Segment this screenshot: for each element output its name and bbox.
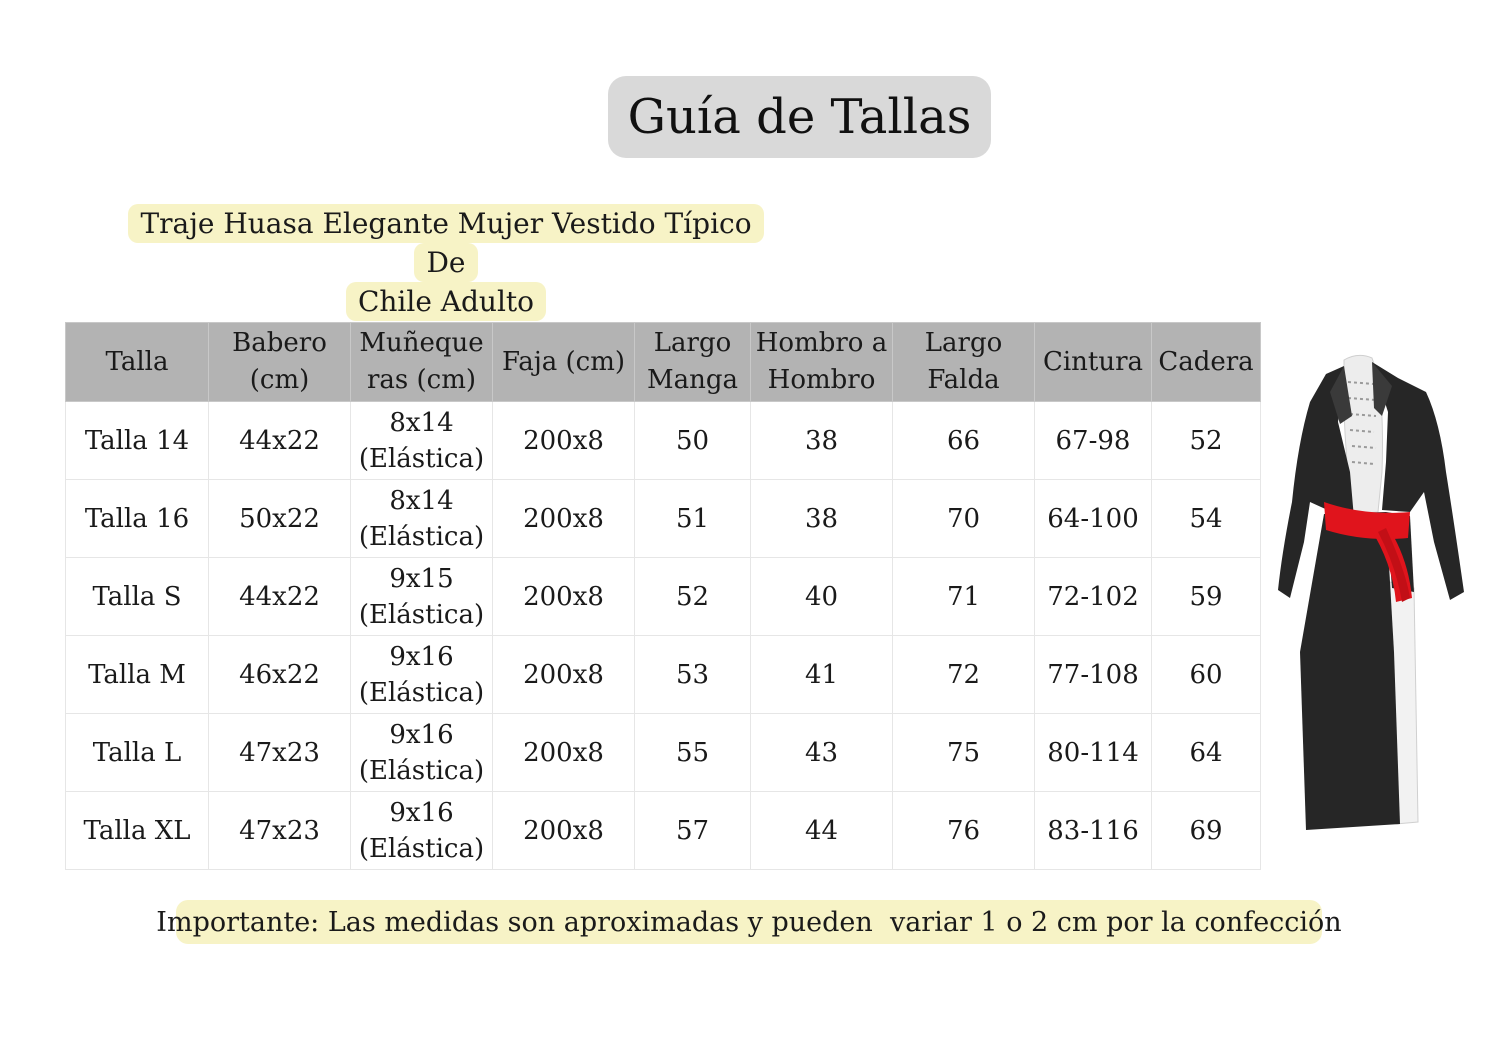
header-largo-manga: Largo Manga xyxy=(635,323,751,402)
cell-hombro: 43 xyxy=(751,714,893,792)
cell-munequeras: 9x15 (Elástica) xyxy=(351,558,493,636)
cell-cintura: 80-114 xyxy=(1035,714,1152,792)
product-subtitle xyxy=(112,204,780,321)
subtitle-line-1: Traje Huasa Elegante Mujer Vestido Típico De xyxy=(128,204,763,282)
cell-talla: Talla S xyxy=(66,558,209,636)
cell-babero: 44x22 xyxy=(209,558,351,636)
cell-babero: 44x22 xyxy=(209,402,351,480)
cell-babero: 47x23 xyxy=(209,714,351,792)
header-munequeras: Muñeque ras (cm) xyxy=(351,323,493,402)
header-cintura: Cintura xyxy=(1035,323,1152,402)
cell-largo-manga: 51 xyxy=(635,480,751,558)
cell-largo-falda: 75 xyxy=(893,714,1035,792)
cell-cadera: 64 xyxy=(1152,714,1261,792)
cell-faja: 200x8 xyxy=(493,714,635,792)
cell-hombro: 40 xyxy=(751,558,893,636)
page-title: Guía de Tallas xyxy=(608,76,991,158)
cell-hombro: 44 xyxy=(751,792,893,870)
table-row xyxy=(66,402,1261,480)
cell-munequeras: 8x14 (Elástica) xyxy=(351,402,493,480)
cell-faja: 200x8 xyxy=(493,558,635,636)
header-largo-falda: Largo Falda xyxy=(893,323,1035,402)
size-table xyxy=(65,322,1261,870)
cell-faja: 200x8 xyxy=(493,792,635,870)
table-row xyxy=(66,558,1261,636)
table-row xyxy=(66,792,1261,870)
cell-largo-falda: 71 xyxy=(893,558,1035,636)
cell-faja: 200x8 xyxy=(493,402,635,480)
important-note: Importante: Las medidas son aproximadas y pueden variar 1 o 2 cm por la confección xyxy=(176,900,1322,944)
cell-babero: 47x23 xyxy=(209,792,351,870)
header-hombro: Hombro a Hombro xyxy=(751,323,893,402)
header-row xyxy=(66,323,1261,402)
cell-largo-falda: 66 xyxy=(893,402,1035,480)
cell-cadera: 54 xyxy=(1152,480,1261,558)
cell-cintura: 67-98 xyxy=(1035,402,1152,480)
cell-cadera: 52 xyxy=(1152,402,1261,480)
garment-photo xyxy=(1274,352,1470,834)
header-babero: Babero (cm) xyxy=(209,323,351,402)
cell-talla: Talla XL xyxy=(66,792,209,870)
cell-hombro: 41 xyxy=(751,636,893,714)
cell-largo-manga: 55 xyxy=(635,714,751,792)
cell-munequeras: 8x14 (Elástica) xyxy=(351,480,493,558)
cell-talla: Talla L xyxy=(66,714,209,792)
cell-talla: Talla 14 xyxy=(66,402,209,480)
cell-babero: 50x22 xyxy=(209,480,351,558)
cell-babero: 46x22 xyxy=(209,636,351,714)
header-cadera: Cadera xyxy=(1152,323,1261,402)
cell-faja: 200x8 xyxy=(493,636,635,714)
table-row xyxy=(66,714,1261,792)
cell-largo-manga: 52 xyxy=(635,558,751,636)
cell-largo-manga: 57 xyxy=(635,792,751,870)
cell-cintura: 83-116 xyxy=(1035,792,1152,870)
header-faja: Faja (cm) xyxy=(493,323,635,402)
table-row xyxy=(66,636,1261,714)
header-talla: Talla xyxy=(66,323,209,402)
cell-largo-falda: 72 xyxy=(893,636,1035,714)
cell-munequeras: 9x16 (Elástica) xyxy=(351,714,493,792)
cell-cintura: 72-102 xyxy=(1035,558,1152,636)
subtitle-line-2: Chile Adulto xyxy=(346,282,546,321)
cell-cintura: 77-108 xyxy=(1035,636,1152,714)
cell-munequeras: 9x16 (Elástica) xyxy=(351,636,493,714)
cell-munequeras: 9x16 (Elástica) xyxy=(351,792,493,870)
cell-hombro: 38 xyxy=(751,480,893,558)
cell-talla: Talla 16 xyxy=(66,480,209,558)
cell-faja: 200x8 xyxy=(493,480,635,558)
cell-cadera: 59 xyxy=(1152,558,1261,636)
cell-cintura: 64-100 xyxy=(1035,480,1152,558)
cell-largo-manga: 50 xyxy=(635,402,751,480)
cell-largo-manga: 53 xyxy=(635,636,751,714)
cell-cadera: 69 xyxy=(1152,792,1261,870)
cell-largo-falda: 70 xyxy=(893,480,1035,558)
cell-talla: Talla M xyxy=(66,636,209,714)
cell-hombro: 38 xyxy=(751,402,893,480)
table-row xyxy=(66,480,1261,558)
cell-largo-falda: 76 xyxy=(893,792,1035,870)
cell-cadera: 60 xyxy=(1152,636,1261,714)
